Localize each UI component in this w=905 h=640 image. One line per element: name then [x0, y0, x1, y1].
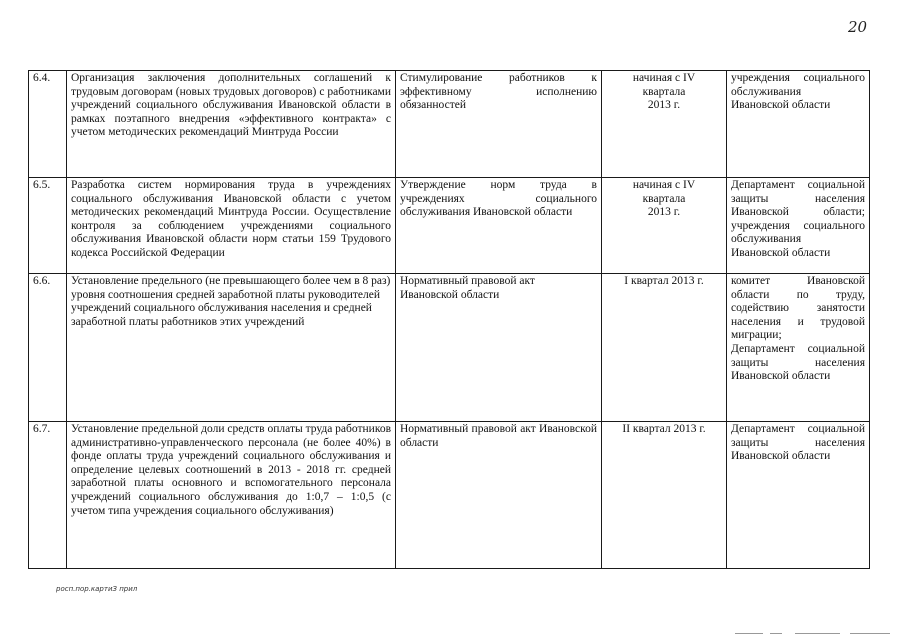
footer-file-note: росп.пор.картиЗ прил — [56, 585, 138, 593]
measure-description: Установление предельного (не превышающего более чем в 8 раз) уровня соотношения средней заработной платы руководителей учреждений социального обслуживания населения и средней заработной платы работников этих учреждений — [67, 274, 396, 422]
expected-result: Нормативный правовой акт Ивановской области — [396, 422, 602, 569]
table-row — [29, 71, 870, 178]
scan-artifact — [795, 633, 840, 634]
table-row — [29, 422, 870, 569]
row-number: 6.7. — [29, 422, 67, 569]
row-number: 6.5. — [29, 178, 67, 274]
deadline: I квартал 2013 г. — [602, 274, 727, 422]
responsible-party: комитет Ивановской области по труду, содействию занятости населения и трудовой миграции; Департамент социальной защиты населения Ивановской области — [727, 274, 870, 422]
responsible-party: Департамент социальной защиты населения Ивановской области — [727, 422, 870, 569]
row-number: 6.4. — [29, 71, 67, 178]
scan-artifact — [770, 633, 782, 634]
table-row — [29, 274, 870, 422]
responsible-party: Департамент социальной защиты населения Ивановской области; учреждения социального обслуживания Ивановской области — [727, 178, 870, 274]
measure-description: Разработка систем нормирования труда в учреждениях социального обслуживания Ивановской области с учетом методических рекомендаций Минтруда России. Осуществление контроля за соблюдением учреждениями социального обслуживания Ивановской области норм статьи 159 Трудового кодекса Российской Федерации — [67, 178, 396, 274]
scan-artifact — [850, 633, 890, 634]
expected-result: Стимулирование работников к эффективному исполнению обязанностей — [396, 71, 602, 178]
page-number: 20 — [848, 18, 868, 36]
deadline: начиная с IV квартала 2013 г. — [602, 178, 727, 274]
expected-result: Нормативный правовой акт Ивановской области — [396, 274, 602, 422]
row-number: 6.6. — [29, 274, 67, 422]
deadline: II квартал 2013 г. — [602, 422, 727, 569]
measure-description: Установление предельной доли средств оплаты труда работников административно-управленческого персонала (не более 40%) в фонде оплаты труда учреждений социального обслуживания и определение целевых соотношений в 2013 - 2018 гг. средней заработной платы основного и вспомогательного персонала учреждений социального обслуживания до 1:0,7 – 1:0,5 (с учетом типа учреждения социального обслуживания) — [67, 422, 396, 569]
responsible-party: учреждения социального обслуживания Ивановской области — [727, 71, 870, 178]
expected-result: Утверждение норм труда в учреждениях социального обслуживания Ивановской области — [396, 178, 602, 274]
scan-artifact — [735, 633, 763, 634]
deadline: начиная с IV квартала 2013 г. — [602, 71, 727, 178]
action-plan-table — [28, 70, 870, 569]
table-row — [29, 178, 870, 274]
measure-description: Организация заключения дополнительных соглашений к трудовым договорам (новых трудовых договоров) с работниками учреждений социального обслуживания Ивановской области в рамках поэтапного внедрения «эффективного контракта» с учетом методических рекомендаций Минтруда России — [67, 71, 396, 178]
